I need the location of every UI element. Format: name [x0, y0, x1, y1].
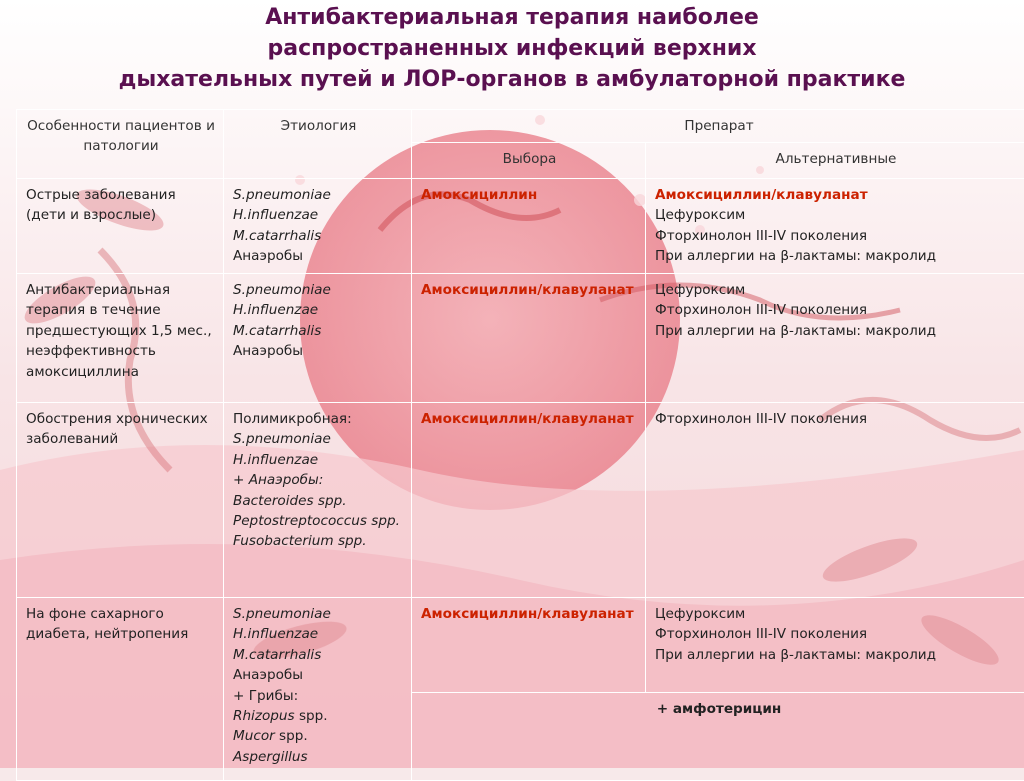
etiology-cell: Полимикробная: S.pneumoniae H.influenzae + Анаэробы: Bacteroides spp. Peptostreptococcus spp. Fusobacterium spp. [224, 403, 412, 598]
extra-drug-cell: + амфотерицин [412, 693, 1024, 781]
table-row [17, 403, 1024, 598]
alternative-cell: Цефуроксим Фторхинолон III-IV поколения При аллергии на β-лактамы: макролид [646, 598, 1024, 693]
table-row [17, 179, 1024, 274]
alternative-cell: Фторхинолон III-IV поколения [646, 403, 1024, 598]
table-row [17, 598, 1024, 693]
title-line-1: Антибактериальная терапия наиболее [0, 2, 1024, 33]
patient-cell: Острые заболевания (дети и взрослые) [17, 179, 224, 274]
header-drug: Препарат [412, 110, 1024, 143]
choice-cell: Амоксициллин/клавуланат [412, 598, 646, 693]
header-alternative: Альтернативные [646, 143, 1024, 179]
alternative-cell: Цефуроксим Фторхинолон III-IV поколения При аллергии на β-лактамы: макролид [646, 274, 1024, 403]
table-row [17, 274, 1024, 403]
title-line-3: дыхательных путей и ЛОР-органов в амбулаторной практике [0, 64, 1024, 95]
slide-title [0, 2, 1024, 95]
title-line-2: распространенных инфекций верхних [0, 33, 1024, 64]
header-patients: Особенности пациентов и патологии [17, 110, 224, 179]
alternative-cell: Амоксициллин/клавуланат Цефуроксим Фторхинолон III-IV поколения При аллергии на β-лактамы: макролид [646, 179, 1024, 274]
header-choice: Выбора [412, 143, 646, 179]
etiology-cell: S.pneumoniae H.influenzae M.catarrhalis Анаэробы [224, 179, 412, 274]
header-etiology: Этиология [224, 110, 412, 179]
header-row [17, 110, 1024, 143]
patient-cell: На фоне сахарного диабета, нейтропения [17, 598, 224, 781]
choice-cell: Амоксициллин/клавуланат [412, 403, 646, 598]
choice-cell: Амоксициллин/клавуланат [412, 274, 646, 403]
etiology-cell: S.pneumoniae H.influenzae M.catarrhalis Анаэробы [224, 274, 412, 403]
etiology-cell: S.pneumoniae H.influenzae M.catarrhalis Анаэробы + Грибы: Rhizopus spp. Mucor spp. Aspergillus [224, 598, 412, 781]
patient-cell: Антибактериальная терапия в течение предшестующих 1,5 мес., неэффективность амоксициллина [17, 274, 224, 403]
patient-cell: Обострения хронических заболеваний [17, 403, 224, 598]
therapy-table [16, 109, 1024, 781]
choice-cell: Амоксициллин [412, 179, 646, 274]
